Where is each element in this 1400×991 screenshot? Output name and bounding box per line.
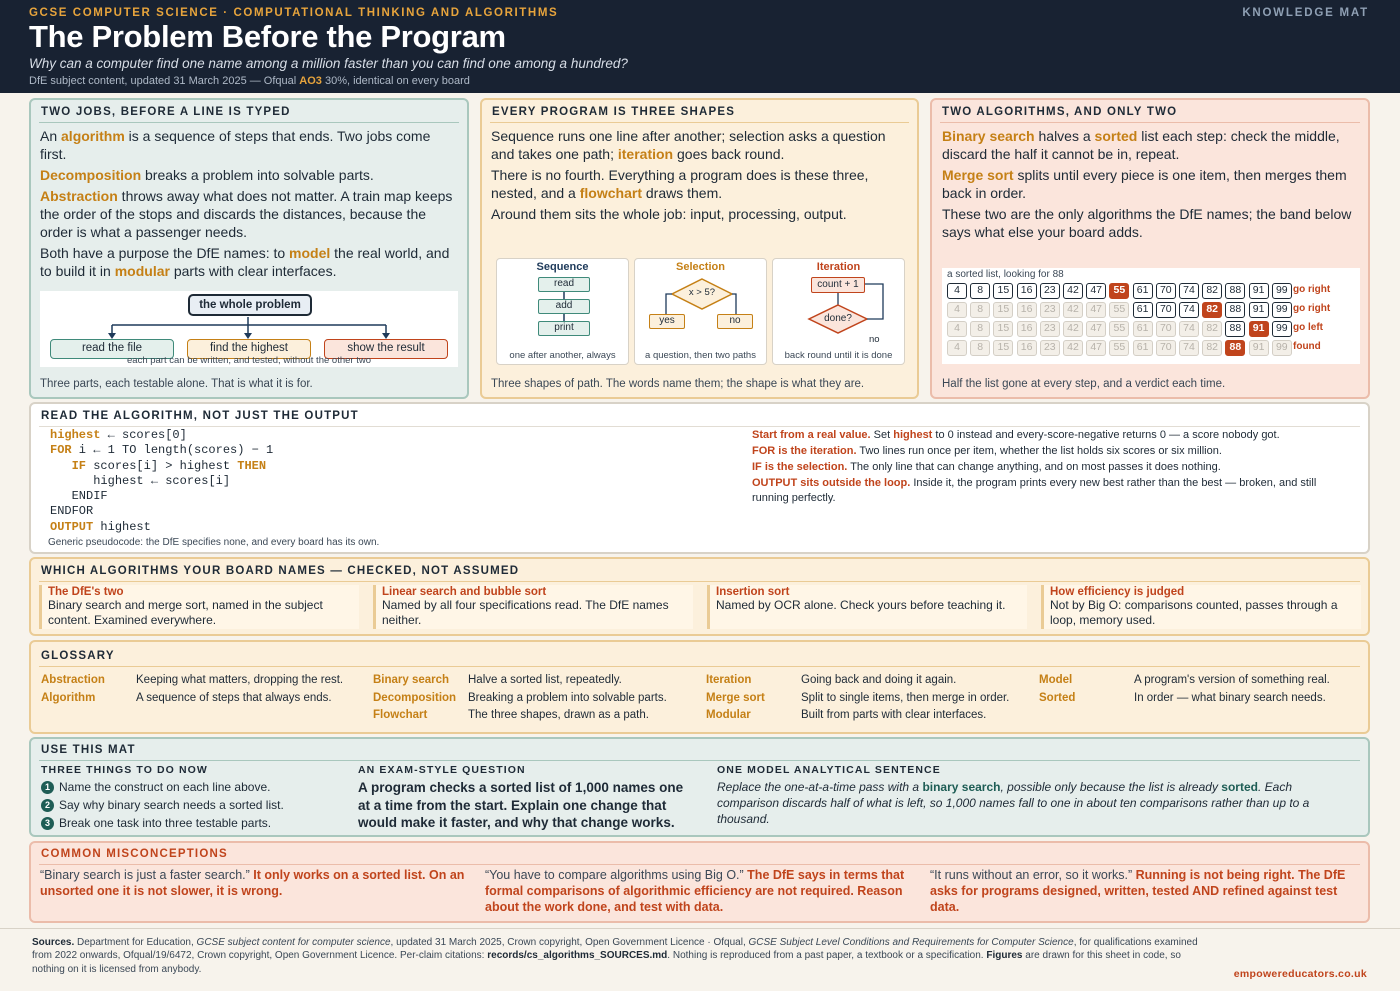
subheading: AN EXAM-STYLE QUESTION [358,764,526,776]
list-cell: 16 [1017,340,1037,356]
glossary-entry: Decomposition Breaking a problem into solvable parts. [373,691,667,704]
list-cell: 47 [1086,302,1106,318]
panel-text: Binary search halves a sorted list each step: check the middle, discard the half it cannot be in, repeat. Merge sort splits until every piece is one item, then merges them back in order. These two are the only algorithms the DfE names; the band below says what else your board adds. [942,128,1352,240]
loop-label: no [869,334,880,345]
divider [0,928,1400,929]
panel-heading: COMMON MISCONCEPTIONS [41,848,228,860]
branch-yes: yes [649,314,685,329]
panel-heading: EVERY PROGRAM IS THREE SHAPES [492,106,736,118]
iteration-figure [772,258,905,365]
exam-question: A program checks a sorted list of 1,000 names one at a time from the start. Explain one change that would make it faster, and why that change works. [358,780,684,830]
list-cell: 70 [1156,340,1176,356]
step-read: read [538,277,590,292]
step-print: print [538,321,590,336]
pseudocode: highest ← scores[0] FOR i ← 1 TO length(scores) − 1 IF scores[i] > highest THEN highest ← scores[i] ENDIF ENDFOR OUTPUT highest [50,428,274,534]
subheading: THREE THINGS TO DO NOW [41,764,208,776]
iteration-title: Iteration [816,261,861,273]
page-meta: DfE subject content, updated 31 March 2025 — Ofqual AO3 30%, identical on every board [29,75,470,87]
step-count: count + 1 [811,277,865,293]
selection-question: x > 5? [688,287,716,298]
binary-search-figure [942,268,1360,364]
selection-figure [634,258,767,365]
glossary-col [373,672,698,725]
glossary-entry: Sorted In order — what binary search needs. [1039,691,1326,704]
sequence-figure [496,258,629,365]
glossary-entry: Merge sort Split to single items, then merge in order. [706,691,1010,704]
read-algorithm-panel [29,402,1370,554]
list-cell: 91 [1249,321,1269,337]
list-cell: 16 [1017,321,1037,337]
list-cell: 23 [1040,302,1060,318]
list-cell: 4 [947,321,967,337]
misconception: “Binary search is just a faster search.” It only works on a sorted list. On an unsorted one it is not slower, it is wrong. [40,868,465,898]
list-cell: 23 [1040,321,1060,337]
child-node-find: find the highest [187,339,311,359]
list-cell: 91 [1249,302,1269,318]
glossary-entry: Binary search Halve a sorted list, repeatedly. [373,674,622,686]
panel-text: Sequence runs one line after another; selection asks a question and takes one path; iteration goes back round. There is no fourth. Everything a program does is these three, nested, and a flowchart draws them. Around them sits the whole job: input, processing, output. [491,128,886,222]
branch-no: no [717,314,753,329]
sequence-caption: one after another, always [509,350,616,361]
list-cell: 15 [993,283,1013,299]
board-col: Insertion sort Named by OCR alone. Check yours before teaching it. [707,585,1027,629]
glossary-col [41,672,366,707]
todo-list [41,778,284,832]
list-cell: 70 [1156,302,1176,318]
list-cell: 74 [1179,340,1199,356]
subheading: ONE MODEL ANALYTICAL SENTENCE [717,764,941,776]
mat-tag: KNOWLEDGE MAT [1242,7,1369,19]
list-cell: 8 [970,321,990,337]
list-cell: 99 [1272,283,1292,299]
list-cell: 4 [947,340,967,356]
selection-caption: a question, then two paths [645,350,756,361]
board-col: Linear search and bubble sort Named by all four specifications read. The DfE names neither. [373,585,693,629]
list-cell: 74 [1179,321,1199,337]
child-node-read: read the file [50,339,174,359]
glossary-entry: Algorithm A sequence of steps that always ends. [41,691,332,704]
list-cell: 91 [1249,340,1269,356]
list-cell: 99 [1272,302,1292,318]
header [0,0,1400,93]
board-panel [29,557,1370,636]
list-cell: 88 [1225,340,1245,356]
sources: Sources. Department for Education, GCSE subject content for computer science, updated 31 March 2025, Crown copyright, Open Government Licence · Ofqual, GCSE Subject Level Conditions and Requirements for Computer Science, for qualifications examined from 2022 onwards, Ofqual/19/6472, Crown copyright, Open Government Licence. Per-claim citations: records/cs_algorithms_SOURCES.md. Nothing is reproduced from a past paper, a textbook or a specification. Figures are drawn for this sheet in code, so nothing on it is licensed from anybody. [32,937,1198,975]
glossary-entry: Model A program's version of something real. [1039,674,1330,686]
panel-heading: USE THIS MAT [41,744,136,756]
panel-heading: WHICH ALGORITHMS YOUR BOARD NAMES — CHECKED, NOT ASSUMED [41,565,520,577]
list-cell: 42 [1063,321,1083,337]
list-cell: 42 [1063,340,1083,356]
list-cell: 88 [1225,302,1245,318]
list-cell: 4 [947,302,967,318]
list-cell: 74 [1179,283,1199,299]
list-cell: 82 [1202,340,1222,356]
root-node: the whole problem [188,294,312,316]
figure-note: each part can be written, and tested, without the other two [127,355,371,366]
list-cell: 61 [1133,283,1153,299]
selection-title: Selection [676,261,725,273]
three-shapes-panel [480,98,919,399]
list-cell: 8 [970,340,990,356]
list-cell: 74 [1179,302,1199,318]
list-cell: 15 [993,321,1013,337]
glossary-panel [29,640,1370,734]
list-cell: 55 [1109,302,1129,318]
list-cell: 99 [1272,340,1292,356]
board-col: How efficiency is judged Not by Big O: comparisons counted, passes through a loop, memory used. [1041,585,1361,629]
verdict-label: go right [1293,303,1331,314]
verdict-label: go right [1293,284,1331,295]
panel-heading: READ THE ALGORITHM, NOT JUST THE OUTPUT [41,410,359,422]
list-cell: 61 [1133,302,1153,318]
panel-heading: TWO JOBS, BEFORE A LINE IS TYPED [41,106,291,118]
page-subtitle: Why can a computer find one name among a million faster than you can find one among a hundred? [29,56,628,71]
glossary-entry: Iteration Going back and doing it again. [706,674,957,686]
todo-item: 2 Say why binary search needs a sorted list. [41,796,284,814]
board-col: The DfE's two Binary search and merge sort, named in the subject content. Examined everywhere. [39,585,359,629]
verdict-label: found [1293,341,1321,352]
figure-title: a sorted list, looking for 88 [947,269,1064,280]
iteration-question: done? [824,313,852,324]
step-add: add [538,299,590,314]
list-cell: 61 [1133,321,1153,337]
model-sentence: Replace the one-at-a-time pass with a binary search, possible only because the list is already sorted. Each comparison discards half of what is left, so 1,000 names fall to one in about ten comparisons rather than up to a thousand. [717,780,1310,826]
page-title: The Problem Before the Program [29,19,506,54]
list-cell: 42 [1063,302,1083,318]
annotation-notes: Start from a real value. Set highest to 0 instead and every-score-negative returns 0 — a score nobody got. FOR is the iteration. Two lines run once per item, whether the list holds six scores or six million. IF is the selection. The only line that can change anything, and on most passes it does nothing. OUTPUT sits outside the loop. Inside it, the program prints every new best rather than the best — broken, and still running perfectly. [752,429,1317,504]
panel-heading: TWO ALGORITHMS, AND ONLY TWO [942,106,1178,118]
glossary-entry: Modular Built from parts with clear interfaces. [706,709,987,721]
decomposition-figure [40,291,458,367]
eyebrow: GCSE COMPUTER SCIENCE · COMPUTATIONAL THINKING AND ALGORITHMS [29,7,559,19]
list-cell: 16 [1017,302,1037,318]
glossary-entry: Flowchart The three shapes, drawn as a path. [373,709,649,721]
todo-item: 3 Break one task into three testable parts. [41,814,284,832]
list-cell: 8 [970,283,990,299]
two-jobs-panel [29,98,469,399]
panel-heading: GLOSSARY [41,650,115,662]
sequence-title: Sequence [536,261,589,273]
list-cell: 55 [1109,321,1129,337]
site-link[interactable]: empowereducators.co.uk [1233,968,1367,980]
list-cell: 23 [1040,340,1060,356]
list-cell: 70 [1156,283,1176,299]
list-cell: 82 [1202,302,1222,318]
list-cell: 82 [1202,283,1222,299]
glossary-col [706,672,1031,725]
list-cell: 8 [970,302,990,318]
glossary-entry: Abstraction Keeping what matters, dropping the rest. [41,674,344,686]
verdict-label: go left [1293,322,1323,333]
misconception: “You have to compare algorithms using Big O.” The DfE says in terms that formal comparisons of algorithmic efficiency are not required. Reason about the work done, and test with data. [485,868,905,914]
use-mat-panel [29,737,1370,837]
list-cell: 47 [1086,321,1106,337]
panel-caption: Three shapes of path. The words name them; the shape is what they are. [491,378,865,390]
iteration-caption: back round until it is done [784,350,893,361]
list-cell: 23 [1040,283,1060,299]
list-cell: 88 [1225,321,1245,337]
misconception: “It runs without an error, so it works.” Running is not being right. The DfE asks for programs designed, written, tested AND refined against test data. [930,868,1346,914]
list-cell: 15 [993,340,1013,356]
list-cell: 82 [1202,321,1222,337]
list-cell: 91 [1249,283,1269,299]
list-cell: 61 [1133,340,1153,356]
list-cell: 47 [1086,340,1106,356]
panel-text: An algorithm is a sequence of steps that ends. Two jobs come first. Decomposition breaks a problem into solvable parts. Abstraction throws away what does not matter. A train map keeps the order of the stops and discards the distances, because the order is what a passenger needs. Both have a purpose the DfE names: to model the real world, and to build it in modular parts with clear interfaces. [40,128,453,279]
panel-caption: Three parts, each testable alone. That is what it is for. [40,378,313,390]
list-cell: 15 [993,302,1013,318]
list-cell: 70 [1156,321,1176,337]
list-cell: 16 [1017,283,1037,299]
panel-caption: Half the list gone at every step, and a verdict each time. [942,378,1226,390]
todo-item: 1 Name the construct on each line above. [41,778,284,796]
list-cell: 55 [1109,340,1129,356]
code-caption: Generic pseudocode: the DfE specifies none, and every board has its own. [48,537,380,548]
list-cell: 42 [1063,283,1083,299]
list-cell: 88 [1225,283,1245,299]
two-algorithms-panel [930,98,1370,399]
list-cell: 55 [1109,283,1129,299]
glossary-col [1039,672,1364,707]
list-cell: 47 [1086,283,1106,299]
list-cell: 4 [947,283,967,299]
list-cell: 99 [1272,321,1292,337]
child-node-show: show the result [324,339,448,359]
